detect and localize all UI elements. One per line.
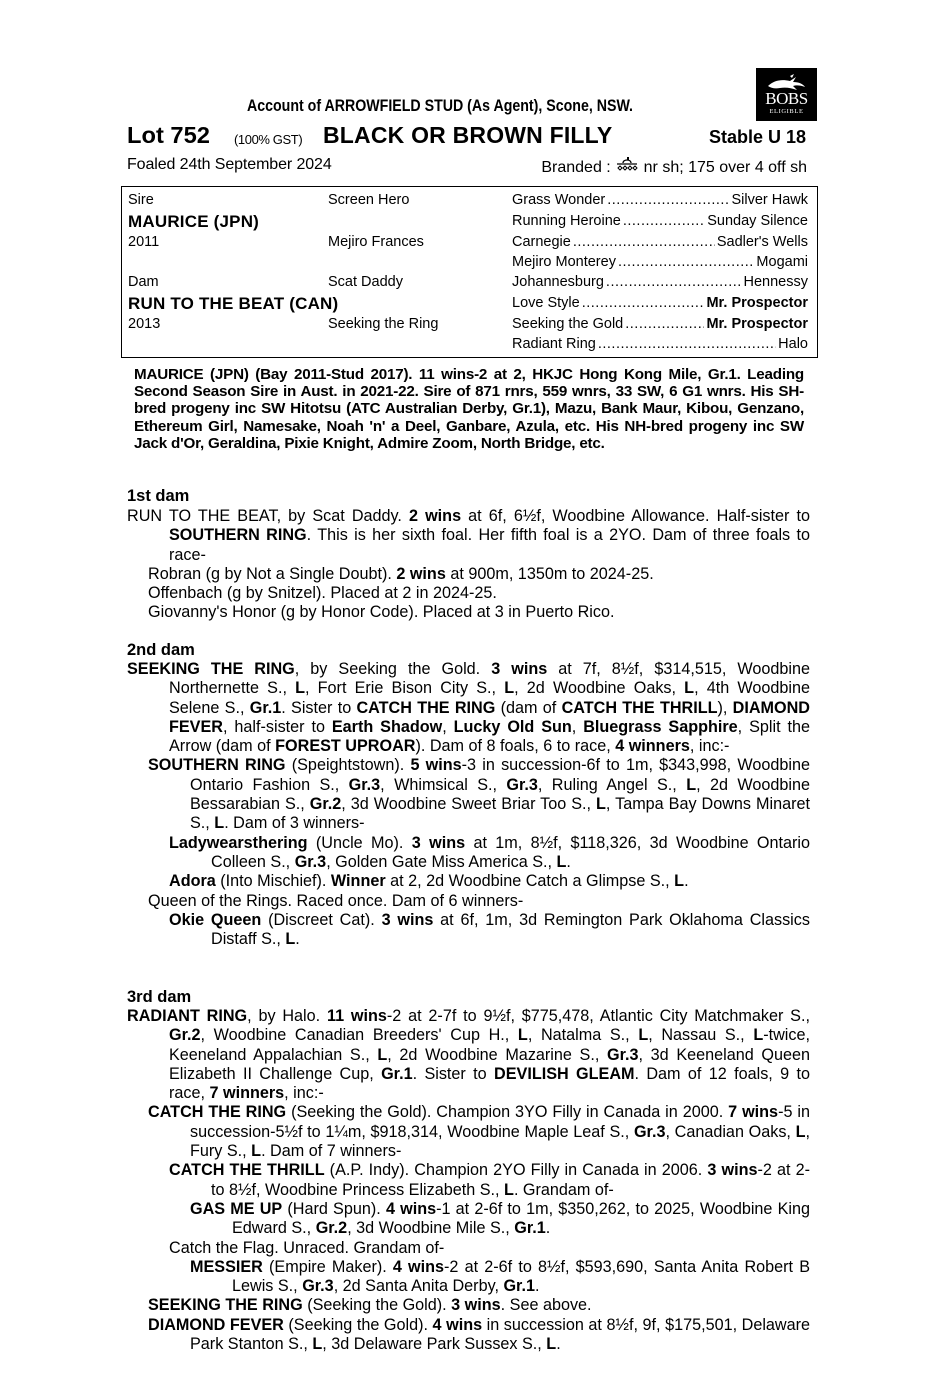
text: ),: [717, 698, 733, 717]
bold-text: 4 wins: [385, 1199, 437, 1218]
text: at 2, 2d Woodbine Catch a Glimpse S.,: [385, 872, 675, 891]
text: . See above.: [500, 1296, 592, 1315]
gst-note: (100% GST): [234, 132, 303, 147]
ancestor-sire: Sadler's Wells: [716, 234, 808, 250]
dam-entry: [148, 1103, 810, 1161]
logo-text-bobs: BOBS: [765, 89, 808, 108]
bold-text: SOUTHERN RING: [169, 526, 307, 545]
bold-text: Lucky Old Sun: [453, 717, 572, 736]
dam-name: RUN TO THE BEAT (CAN): [128, 294, 339, 313]
third-gen-row: [512, 192, 808, 208]
text: Queen of the Rings. Raced once. Dam of 6 winners-: [148, 891, 524, 910]
text: (Empire Maker).: [262, 1257, 393, 1276]
dam-entry: [169, 911, 810, 950]
bold-text: Gr.3: [302, 1277, 334, 1296]
branded-label: Branded :: [541, 159, 611, 176]
bold-text: L: [686, 775, 697, 794]
bold-text: L: [285, 930, 296, 949]
bold-text: Gr.3: [348, 775, 381, 794]
bold-text: 7 winners: [209, 1084, 285, 1103]
text: ,: [571, 717, 584, 736]
ancestor-sire: Silver Hawk: [731, 192, 808, 208]
vendor-account: Account of ARROWFIELD STUD (As Agent), Scone, NSW.: [246, 97, 634, 115]
third-gen-row: [512, 254, 808, 270]
text: at 6f, 6½f, Woodbine Allowance. Half-sister to: [461, 507, 810, 525]
bold-text: Gr.3: [633, 1122, 666, 1141]
text: -5 in succession-5½f to 1¼m, $918,314, Woodbine Maple Leaf S.,: [190, 1103, 810, 1141]
text: , 3d Woodbine Mile S.,: [347, 1219, 515, 1238]
text: , 2d Woodbine Mazarine S.,: [387, 1045, 608, 1064]
bold-text: 4 wins: [392, 1257, 445, 1276]
bold-text: L: [684, 679, 695, 698]
dam-entry: [148, 584, 810, 603]
text: . Grandam of-: [513, 1180, 614, 1199]
bold-text: CATCH THE THRILL: [169, 1161, 325, 1180]
text: -3 in succession-6f to 1m, $343,998, Woodbine Ontario Fashion S.,: [190, 756, 810, 794]
ancestor-name: Grass Wonder: [512, 192, 606, 208]
bold-text: CATCH THE THRILL: [561, 698, 718, 717]
lot-title-line: [127, 120, 812, 152]
text: .: [295, 930, 300, 949]
text: (dam of: [495, 698, 562, 717]
bold-text: SOUTHERN RING: [148, 756, 286, 775]
dam-entry: [169, 872, 810, 891]
section-heading-3rd-dam: 3rd dam: [127, 988, 192, 1006]
text: at 1m, 8½f, $118,326, 3d Woodbine Ontario Colleen S.,: [211, 833, 811, 871]
text: at 6f, 1m, 3d Remington Park Oklahoma Classics Distaff S.,: [211, 910, 810, 949]
ancestor-sire: Sunday Silence: [707, 213, 808, 229]
text: (Into Mischief).: [215, 872, 331, 891]
text: -twice, Keeneland Appalachian S.,: [169, 1026, 810, 1064]
text: in succession at 8½f, 9f, $175,501, Delaware Park Stanton S.,: [190, 1315, 811, 1354]
stable-number: Stable U 18: [708, 127, 806, 147]
ancestor-name: Mejiro Monterey: [512, 254, 616, 270]
text: , Whimsical S.,: [380, 775, 507, 794]
leader-dots: [573, 234, 715, 250]
text: (Seeking the Gold).: [302, 1296, 452, 1315]
text: (Seeking the Gold). Champion 3YO Filly in Canada in 2000.: [286, 1103, 729, 1122]
dam-entry: [169, 834, 810, 873]
text: (A.P. Indy). Champion 2YO Filly in Canada in 2006.: [324, 1161, 708, 1180]
sire-name: MAURICE (JPN): [128, 212, 260, 231]
text: -2 at 2-to 8½f, Woodbine Princess Elizabeth S.,: [211, 1161, 810, 1199]
bold-text: L: [517, 1026, 528, 1045]
bold-text: Gr.2: [309, 795, 342, 814]
dam-dam: Seeking the Ring: [328, 316, 439, 332]
text: , by Halo.: [247, 1007, 327, 1025]
logo-text-eligible: ELIGIBLE: [769, 108, 804, 115]
text: ,: [442, 717, 454, 736]
dam-entry: [148, 1316, 810, 1355]
leader-dots: [607, 192, 729, 208]
text: Offenbach (g by Snitzel). Placed at 2 in 2024-25.: [148, 584, 497, 603]
text: , Split the Arrow (dam of: [169, 717, 810, 756]
text: , inc:-: [284, 1084, 324, 1103]
third-gen-row: [512, 295, 808, 311]
text: at 7f, 8½f, $314,515, Woodbine Northernette S.,: [169, 660, 810, 698]
text: , 3d Woodbine Sweet Briar Too S.,: [341, 795, 597, 814]
text: (Uncle Mo).: [307, 833, 412, 852]
dam-entry: [190, 1258, 810, 1297]
sire-dam: Mejiro Frances: [328, 234, 424, 250]
ancestor-name: Radiant Ring: [512, 336, 596, 352]
bold-text: L: [674, 872, 685, 891]
leader-dots: [598, 336, 776, 352]
sire-label: Sire: [128, 192, 154, 208]
text: , 4th Woodbine Selene S.,: [169, 679, 810, 717]
text: .: [545, 1219, 551, 1238]
bold-text: 3 wins: [451, 1296, 501, 1315]
text: , Canadian Oaks,: [665, 1122, 796, 1141]
dam-sire: Scat Daddy: [328, 274, 403, 290]
text: , Natalma S.,: [527, 1026, 639, 1045]
dam-entry: [148, 756, 810, 833]
text: (Seeking the Gold).: [283, 1315, 433, 1334]
bold-text: 11 wins: [326, 1007, 387, 1025]
text: (Discreet Cat).: [261, 910, 382, 929]
ancestor-name: Seeking the Gold: [512, 316, 624, 332]
lot-description: BLACK OR BROWN FILLY: [323, 122, 613, 148]
bold-text: CATCH THE RING: [148, 1103, 287, 1122]
text: , Ruling Angel S.,: [537, 775, 687, 794]
text: . Sister to: [281, 698, 357, 717]
text: Giovanny's Honor (g by Honor Code). Placed at 3 in Puerto Rico.: [148, 603, 615, 622]
dam-entry: [127, 660, 810, 756]
text: -2 at 2-7f to 9½f, $775,478, Atlantic City Matchmaker S.,: [386, 1007, 810, 1025]
bold-text: L: [596, 795, 606, 814]
bold-text: L: [556, 852, 567, 871]
bold-text: Gr.3: [607, 1045, 639, 1064]
bold-text: 2 wins: [409, 507, 462, 525]
ancestor-name: Love Style: [512, 295, 580, 311]
bold-text: CATCH THE RING: [356, 698, 496, 717]
sire-sire: Screen Hero: [328, 192, 410, 208]
ancestor-sire: Mr. Prospector: [706, 295, 808, 311]
bold-text: Gr.1: [503, 1277, 535, 1296]
text: . Dam of 7 winners-: [261, 1142, 402, 1161]
bold-text: 3 wins: [491, 660, 548, 678]
bold-text: Bluegrass Sapphire: [583, 717, 738, 736]
sire-summary: MAURICE (JPN) (Bay 2011-Stud 2017). 11 wins-2 at 2, HKJC Hong Kong Mile, Gr.1. Leading Second Season Sire in Aust. in 2021-22. Sire of 871 rnrs, 559 wnrs, 33 SW, 6 G1 wnrs. His SH-bred progeny inc SW Hitotsu (ATC Australian Derby, Gr.1), Mazu, Bank Maur, Kibou, Genzano, Ethereum Girl, Namesake, Noah 'n' a Deel, Ganbare, Azula, etc. His NH-bred progeny inc SW Jack d'Or, Geraldina, Pixie Knight, Admire Zoom, North Bridge, etc.: [134, 366, 804, 452]
bold-text: Gr.1: [249, 698, 282, 717]
bold-text: Winner: [330, 872, 386, 891]
dam-entry: [148, 565, 810, 584]
text: , inc:-: [689, 737, 730, 756]
bold-text: Adora: [169, 872, 216, 891]
arrowfield-brand-icon: [615, 156, 639, 174]
text: RUN TO THE BEAT, by Scat Daddy.: [127, 507, 409, 525]
dam-entry: [148, 603, 810, 622]
text: ). Dam of 8 foals, 6 to race,: [415, 737, 616, 756]
text: . Dam of 3 winners-: [224, 814, 365, 833]
bold-text: L: [214, 814, 225, 833]
text: at 900m, 1350m to 2024-25.: [445, 564, 654, 583]
bold-text: 3 wins: [411, 833, 466, 852]
bold-text: 2 wins: [396, 564, 446, 583]
text: , Tampa Bay Downs Minaret S.,: [190, 795, 810, 833]
dam-entry: [127, 1007, 810, 1103]
ancestor-sire: Hennessy: [743, 274, 808, 290]
section-heading-2nd-dam: 2nd dam: [127, 641, 195, 659]
bold-text: DIAMOND FEVER: [148, 1315, 284, 1334]
text: , Woodbine Canadian Breeders' Cup H.,: [200, 1026, 518, 1045]
bold-text: L: [638, 1026, 649, 1045]
dam-entry: [169, 1239, 810, 1258]
text: , Fury S.,: [190, 1122, 810, 1161]
text: , 2d Santa Anita Derby,: [333, 1277, 504, 1296]
text: . This is her sixth foal. Her fifth foal is a 2YO. Dam of three foals to race-: [169, 526, 810, 564]
ancestor-name: Carnegie: [512, 234, 571, 250]
bold-text: 4 winners: [615, 737, 690, 756]
bold-text: GAS ME UP: [190, 1199, 283, 1218]
bold-text: 5 wins: [410, 756, 462, 775]
third-gen-row: [512, 316, 808, 332]
bold-text: DEVILISH GLEAM: [494, 1064, 635, 1083]
bold-text: RADIANT RING: [127, 1007, 248, 1025]
text: (Hard Spun).: [282, 1199, 386, 1218]
bold-text: L: [251, 1142, 262, 1161]
bold-text: L: [504, 679, 515, 698]
text: .: [566, 852, 571, 871]
text: , Golden Gate Miss America S.,: [326, 852, 557, 871]
text: , 2d Woodbine Bessarabian S.,: [190, 775, 810, 814]
bold-text: Gr.3: [294, 852, 327, 871]
leader-dots: [625, 316, 704, 332]
third-gen-row: [512, 274, 808, 290]
dam-entry: [127, 507, 810, 565]
dam-entry: [190, 1200, 810, 1239]
leader-dots: [618, 254, 754, 270]
dam-label: Dam: [128, 274, 159, 290]
bold-text: Okie Queen: [169, 910, 262, 929]
dam-entry: [148, 892, 810, 911]
text: .: [556, 1335, 561, 1354]
text: , Fort Erie Bison City S.,: [305, 679, 505, 698]
foaled-date: Foaled 24th September 2024: [127, 156, 332, 173]
pedigree-table: [121, 186, 818, 358]
bold-text: L: [377, 1045, 388, 1064]
text: , half-sister to: [222, 717, 332, 736]
third-gen-row: [512, 336, 808, 352]
lot-number: Lot 752: [127, 122, 210, 148]
bold-text: 4 wins: [432, 1315, 483, 1334]
bold-text: Gr.1: [514, 1219, 546, 1238]
text: .: [534, 1277, 540, 1296]
ancestor-name: Johannesburg: [512, 274, 604, 290]
bold-text: 3 wins: [381, 910, 434, 929]
third-gen-row: [512, 213, 808, 229]
dam-entry: [148, 1296, 810, 1315]
text: -1 at 2-6f to 1m, $350,262, to 2025, Woodbine King Edward S.,: [232, 1199, 811, 1238]
bold-text: L: [295, 679, 305, 698]
text: , by Seeking the Gold.: [294, 660, 492, 678]
bobs-eligible-logo: [756, 68, 817, 121]
dam-entry: [169, 1161, 810, 1200]
bold-text: Earth Shadow: [331, 717, 443, 736]
text: Catch the Flag. Unraced. Grandam of-: [169, 1238, 445, 1257]
text: , 2d Woodbine Oaks,: [514, 679, 685, 698]
ancestor-sire: Halo: [778, 336, 808, 352]
bold-text: L: [504, 1180, 514, 1199]
bold-text: DIAMOND FEVER: [169, 698, 810, 736]
bold-text: MESSIER: [190, 1257, 263, 1276]
bold-text: Gr.1: [381, 1064, 413, 1083]
bold-text: FOREST UPROAR: [275, 737, 416, 756]
text: , Nassau S.,: [648, 1026, 754, 1045]
leader-dots: [623, 213, 705, 229]
bold-text: Ladywearsthering: [169, 833, 308, 852]
ancestor-sire: Mogami: [756, 254, 808, 270]
bold-text: L: [753, 1026, 764, 1045]
bold-text: SEEKING THE RING: [148, 1296, 303, 1315]
dam-year: 2013: [128, 316, 161, 332]
leader-dots: [606, 274, 742, 290]
bold-text: SEEKING THE RING: [127, 660, 295, 678]
bold-text: Gr.2: [169, 1026, 201, 1045]
bold-text: Gr.2: [315, 1219, 348, 1238]
bold-text: L: [795, 1122, 806, 1141]
ancestor-name: Running Heroine: [512, 213, 621, 229]
sire-year: 2011: [128, 234, 160, 250]
text: (Speightstown).: [285, 756, 411, 775]
section-heading-1st-dam: 1st dam: [127, 487, 190, 505]
text: , 3d Keeneland Queen Elizabeth II Challenge Cup,: [169, 1045, 810, 1083]
leader-dots: [582, 295, 705, 311]
bold-text: 3 wins: [707, 1161, 758, 1180]
text: .: [684, 872, 689, 891]
bold-text: L: [312, 1335, 323, 1354]
brand-description: [541, 156, 807, 177]
bold-text: L: [546, 1335, 557, 1354]
text: Robran (g by Not a Single Doubt).: [148, 564, 397, 583]
third-gen-row: [512, 234, 808, 250]
text: , 3d Delaware Park Sussex S.,: [322, 1335, 547, 1354]
text: . Dam of 12 foals, 9 to race,: [169, 1064, 810, 1103]
ancestor-sire: Mr. Prospector: [706, 316, 808, 332]
bold-text: 7 wins: [728, 1103, 779, 1122]
branded-detail: nr sh; 175 over 4 off sh: [643, 159, 807, 176]
text: -2 at 2-6f to 8½f, $593,690, Santa Anita Robert B Lewis S.,: [232, 1257, 810, 1296]
text: . Sister to: [412, 1064, 495, 1083]
bold-text: Gr.3: [506, 775, 538, 794]
